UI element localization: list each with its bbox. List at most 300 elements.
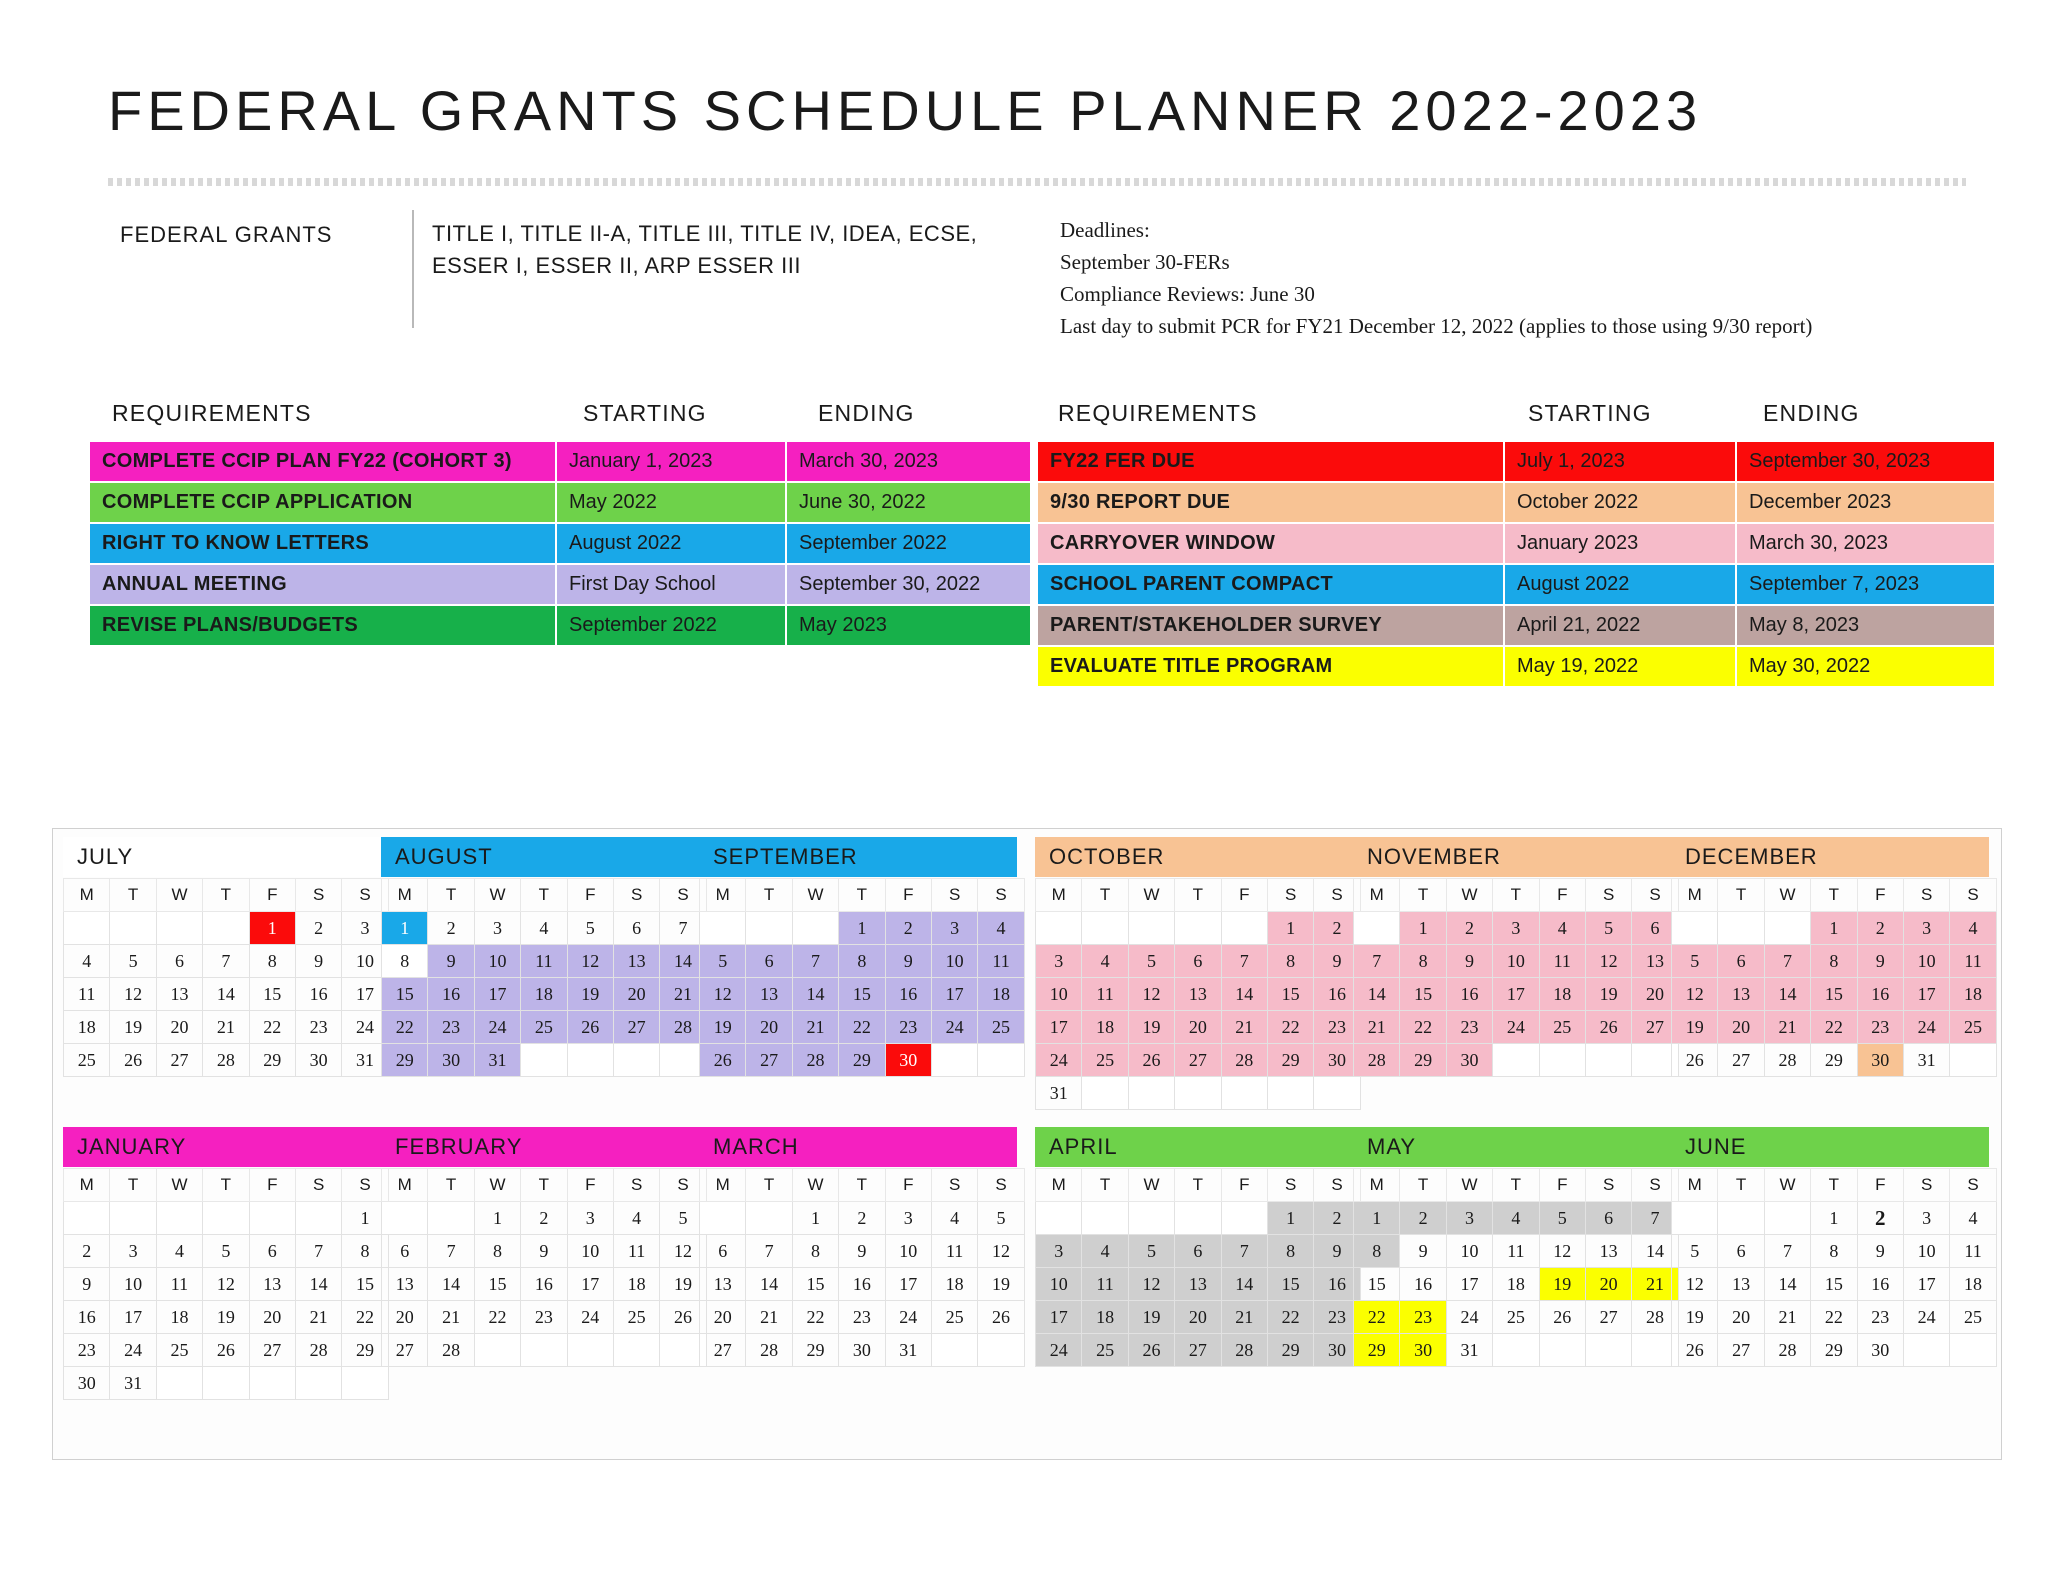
- calendar-day-cell[interactable]: 20: [249, 1301, 295, 1334]
- calendar-day-cell[interactable]: 21: [792, 1011, 838, 1044]
- calendar-day-cell[interactable]: 22: [1811, 1011, 1857, 1044]
- calendar-day-cell[interactable]: 30: [1400, 1334, 1446, 1367]
- calendar-day-cell[interactable]: 8: [249, 945, 295, 978]
- calendar-day-cell[interactable]: 25: [64, 1044, 110, 1077]
- calendar-day-cell[interactable]: 8: [1267, 1235, 1313, 1268]
- calendar-day-cell[interactable]: 28: [1764, 1044, 1810, 1077]
- calendar-day-cell[interactable]: 19: [110, 1011, 156, 1044]
- calendar-day-cell[interactable]: 30: [295, 1044, 341, 1077]
- calendar-day-cell[interactable]: 30: [64, 1367, 110, 1400]
- calendar-day-cell[interactable]: 21: [203, 1011, 249, 1044]
- calendar-day-cell[interactable]: 24: [1446, 1301, 1492, 1334]
- calendar-day-cell[interactable]: 27: [382, 1334, 428, 1367]
- calendar-day-cell[interactable]: 26: [1128, 1334, 1174, 1367]
- calendar-day-cell[interactable]: 7: [660, 912, 706, 945]
- calendar-day-cell[interactable]: 14: [792, 978, 838, 1011]
- calendar-day-cell[interactable]: 20: [1718, 1301, 1764, 1334]
- calendar-day-cell[interactable]: 13: [249, 1268, 295, 1301]
- calendar-day-cell[interactable]: 5: [660, 1202, 706, 1235]
- calendar-day-cell[interactable]: 2: [1857, 1202, 1903, 1235]
- calendar-day-cell[interactable]: 10: [1446, 1235, 1492, 1268]
- calendar-day-cell[interactable]: 1: [839, 912, 885, 945]
- calendar-day-cell[interactable]: 8: [1811, 945, 1857, 978]
- calendar-day-cell[interactable]: 25: [1539, 1011, 1585, 1044]
- calendar-day-cell[interactable]: 18: [1082, 1011, 1128, 1044]
- calendar-day-cell[interactable]: 10: [110, 1268, 156, 1301]
- calendar-day-cell[interactable]: 18: [613, 1268, 659, 1301]
- calendar-day-cell[interactable]: 16: [521, 1268, 567, 1301]
- calendar-day-cell[interactable]: 6: [746, 945, 792, 978]
- calendar-day-cell[interactable]: 13: [156, 978, 202, 1011]
- calendar-day-cell[interactable]: 5: [110, 945, 156, 978]
- calendar-day-cell[interactable]: 4: [1950, 1202, 1996, 1235]
- calendar-day-cell[interactable]: 7: [1221, 945, 1267, 978]
- calendar-day-cell[interactable]: 23: [1857, 1011, 1903, 1044]
- calendar-day-cell[interactable]: 26: [567, 1011, 613, 1044]
- calendar-day-cell[interactable]: 6: [700, 1235, 746, 1268]
- calendar-day-cell[interactable]: 28: [1221, 1044, 1267, 1077]
- calendar-day-cell[interactable]: 20: [746, 1011, 792, 1044]
- calendar-day-cell[interactable]: 21: [1632, 1268, 1678, 1301]
- calendar-day-cell[interactable]: 10: [474, 945, 520, 978]
- calendar-day-cell[interactable]: 13: [1718, 978, 1764, 1011]
- calendar-day-cell[interactable]: 19: [700, 1011, 746, 1044]
- calendar-day-cell[interactable]: 3: [885, 1202, 931, 1235]
- calendar-day-cell[interactable]: 23: [885, 1011, 931, 1044]
- calendar-day-cell[interactable]: 4: [1082, 1235, 1128, 1268]
- calendar-day-cell[interactable]: 5: [700, 945, 746, 978]
- calendar-day-cell[interactable]: 9: [1446, 945, 1492, 978]
- calendar-day-cell[interactable]: 17: [474, 978, 520, 1011]
- calendar-day-cell[interactable]: 3: [1036, 945, 1082, 978]
- calendar-day-cell[interactable]: 11: [1082, 978, 1128, 1011]
- calendar-day-cell[interactable]: 28: [295, 1334, 341, 1367]
- calendar-day-cell[interactable]: 28: [660, 1011, 706, 1044]
- calendar-day-cell[interactable]: 14: [1221, 1268, 1267, 1301]
- calendar-day-cell[interactable]: 11: [1082, 1268, 1128, 1301]
- calendar-day-cell[interactable]: 8: [839, 945, 885, 978]
- calendar-day-cell[interactable]: 22: [1400, 1011, 1446, 1044]
- calendar-day-cell[interactable]: 22: [839, 1011, 885, 1044]
- calendar-day-cell[interactable]: 3: [1446, 1202, 1492, 1235]
- calendar-day-cell[interactable]: 14: [1764, 978, 1810, 1011]
- calendar-day-cell[interactable]: 11: [156, 1268, 202, 1301]
- calendar-day-cell[interactable]: 30: [1857, 1044, 1903, 1077]
- calendar-day-cell[interactable]: 2: [1314, 1202, 1360, 1235]
- calendar-day-cell[interactable]: 14: [1632, 1235, 1678, 1268]
- calendar-day-cell[interactable]: 21: [295, 1301, 341, 1334]
- calendar-day-cell[interactable]: 2: [295, 912, 341, 945]
- calendar-day-cell[interactable]: 31: [474, 1044, 520, 1077]
- calendar-day-cell[interactable]: 23: [1446, 1011, 1492, 1044]
- calendar-day-cell[interactable]: 30: [839, 1334, 885, 1367]
- calendar-day-cell[interactable]: 5: [1539, 1202, 1585, 1235]
- calendar-day-cell[interactable]: 9: [521, 1235, 567, 1268]
- calendar-day-cell[interactable]: 15: [249, 978, 295, 1011]
- calendar-day-cell[interactable]: 27: [156, 1044, 202, 1077]
- calendar-day-cell[interactable]: 30: [885, 1044, 931, 1077]
- calendar-day-cell[interactable]: 29: [792, 1334, 838, 1367]
- calendar-day-cell[interactable]: 8: [1354, 1235, 1400, 1268]
- calendar-day-cell[interactable]: 22: [792, 1301, 838, 1334]
- calendar-day-cell[interactable]: 26: [110, 1044, 156, 1077]
- calendar-day-cell[interactable]: 21: [1221, 1301, 1267, 1334]
- calendar-day-cell[interactable]: 15: [1811, 978, 1857, 1011]
- calendar-day-cell[interactable]: 10: [1036, 1268, 1082, 1301]
- calendar-day-cell[interactable]: 19: [567, 978, 613, 1011]
- calendar-day-cell[interactable]: 13: [1175, 978, 1221, 1011]
- calendar-day-cell[interactable]: 24: [110, 1334, 156, 1367]
- calendar-day-cell[interactable]: 3: [1903, 912, 1949, 945]
- calendar-day-cell[interactable]: 9: [839, 1235, 885, 1268]
- calendar-day-cell[interactable]: 10: [931, 945, 977, 978]
- calendar-day-cell[interactable]: 11: [64, 978, 110, 1011]
- calendar-day-cell[interactable]: 3: [1036, 1235, 1082, 1268]
- calendar-day-cell[interactable]: 9: [1314, 945, 1360, 978]
- calendar-day-cell[interactable]: 23: [839, 1301, 885, 1334]
- calendar-day-cell[interactable]: 5: [567, 912, 613, 945]
- calendar-day-cell[interactable]: 4: [1082, 945, 1128, 978]
- calendar-day-cell[interactable]: 14: [660, 945, 706, 978]
- calendar-day-cell[interactable]: 26: [1672, 1044, 1718, 1077]
- calendar-day-cell[interactable]: 29: [1811, 1044, 1857, 1077]
- calendar-day-cell[interactable]: 15: [1811, 1268, 1857, 1301]
- calendar-day-cell[interactable]: 6: [613, 912, 659, 945]
- calendar-day-cell[interactable]: 13: [1175, 1268, 1221, 1301]
- calendar-day-cell[interactable]: 23: [64, 1334, 110, 1367]
- calendar-day-cell[interactable]: 21: [1354, 1011, 1400, 1044]
- calendar-day-cell[interactable]: 11: [1493, 1235, 1539, 1268]
- calendar-day-cell[interactable]: 17: [1036, 1301, 1082, 1334]
- calendar-day-cell[interactable]: 19: [1128, 1011, 1174, 1044]
- calendar-day-cell[interactable]: 20: [700, 1301, 746, 1334]
- calendar-day-cell[interactable]: 28: [746, 1334, 792, 1367]
- calendar-day-cell[interactable]: 25: [613, 1301, 659, 1334]
- calendar-day-cell[interactable]: 27: [613, 1011, 659, 1044]
- calendar-day-cell[interactable]: 11: [931, 1235, 977, 1268]
- calendar-day-cell[interactable]: 24: [1036, 1044, 1082, 1077]
- calendar-day-cell[interactable]: 17: [1903, 1268, 1949, 1301]
- calendar-day-cell[interactable]: 29: [1267, 1044, 1313, 1077]
- calendar-day-cell[interactable]: 2: [1857, 912, 1903, 945]
- calendar-day-cell[interactable]: 7: [295, 1235, 341, 1268]
- calendar-day-cell[interactable]: 13: [746, 978, 792, 1011]
- calendar-day-cell[interactable]: 17: [885, 1268, 931, 1301]
- calendar-day-cell[interactable]: 22: [1811, 1301, 1857, 1334]
- calendar-day-cell[interactable]: 17: [931, 978, 977, 1011]
- calendar-day-cell[interactable]: 12: [1672, 978, 1718, 1011]
- calendar-day-cell[interactable]: 6: [1175, 945, 1221, 978]
- calendar-day-cell[interactable]: 13: [1585, 1235, 1631, 1268]
- calendar-day-cell[interactable]: 18: [521, 978, 567, 1011]
- calendar-day-cell[interactable]: 18: [931, 1268, 977, 1301]
- calendar-day-cell[interactable]: 9: [885, 945, 931, 978]
- calendar-day-cell[interactable]: 11: [613, 1235, 659, 1268]
- calendar-day-cell[interactable]: 24: [342, 1011, 388, 1044]
- calendar-day-cell[interactable]: 4: [931, 1202, 977, 1235]
- calendar-day-cell[interactable]: 5: [1672, 945, 1718, 978]
- calendar-day-cell[interactable]: 1: [474, 1202, 520, 1235]
- calendar-day-cell[interactable]: 12: [978, 1235, 1024, 1268]
- calendar-day-cell[interactable]: 25: [1493, 1301, 1539, 1334]
- calendar-day-cell[interactable]: 25: [931, 1301, 977, 1334]
- calendar-day-cell[interactable]: 6: [1585, 1202, 1631, 1235]
- calendar-day-cell[interactable]: 7: [1764, 945, 1810, 978]
- calendar-day-cell[interactable]: 1: [1354, 1202, 1400, 1235]
- calendar-day-cell[interactable]: 17: [567, 1268, 613, 1301]
- calendar-day-cell[interactable]: 31: [110, 1367, 156, 1400]
- calendar-day-cell[interactable]: 28: [1764, 1334, 1810, 1367]
- calendar-day-cell[interactable]: 2: [1400, 1202, 1446, 1235]
- calendar-day-cell[interactable]: 19: [203, 1301, 249, 1334]
- calendar-day-cell[interactable]: 1: [249, 912, 295, 945]
- calendar-day-cell[interactable]: 14: [428, 1268, 474, 1301]
- calendar-day-cell[interactable]: 16: [1314, 1268, 1360, 1301]
- calendar-day-cell[interactable]: 13: [613, 945, 659, 978]
- calendar-day-cell[interactable]: 5: [978, 1202, 1024, 1235]
- calendar-day-cell[interactable]: 31: [1036, 1077, 1082, 1110]
- calendar-day-cell[interactable]: 1: [382, 912, 428, 945]
- calendar-day-cell[interactable]: 8: [342, 1235, 388, 1268]
- calendar-day-cell[interactable]: 30: [1314, 1044, 1360, 1077]
- calendar-day-cell[interactable]: 29: [1811, 1334, 1857, 1367]
- calendar-day-cell[interactable]: 24: [1036, 1334, 1082, 1367]
- calendar-day-cell[interactable]: 25: [978, 1011, 1024, 1044]
- calendar-day-cell[interactable]: 3: [567, 1202, 613, 1235]
- calendar-day-cell[interactable]: 18: [1082, 1301, 1128, 1334]
- calendar-day-cell[interactable]: 25: [1950, 1011, 1996, 1044]
- calendar-day-cell[interactable]: 31: [1903, 1044, 1949, 1077]
- calendar-day-cell[interactable]: 1: [1267, 912, 1313, 945]
- calendar-day-cell[interactable]: 19: [1128, 1301, 1174, 1334]
- calendar-day-cell[interactable]: 1: [1811, 1202, 1857, 1235]
- calendar-day-cell[interactable]: 25: [1082, 1044, 1128, 1077]
- calendar-day-cell[interactable]: 17: [1036, 1011, 1082, 1044]
- calendar-day-cell[interactable]: 6: [1718, 1235, 1764, 1268]
- calendar-day-cell[interactable]: 23: [295, 1011, 341, 1044]
- calendar-day-cell[interactable]: 2: [1314, 912, 1360, 945]
- calendar-day-cell[interactable]: 17: [1446, 1268, 1492, 1301]
- calendar-day-cell[interactable]: 23: [1314, 1011, 1360, 1044]
- calendar-day-cell[interactable]: 20: [1585, 1268, 1631, 1301]
- calendar-day-cell[interactable]: 14: [1221, 978, 1267, 1011]
- calendar-day-cell[interactable]: 4: [613, 1202, 659, 1235]
- calendar-day-cell[interactable]: 7: [203, 945, 249, 978]
- calendar-day-cell[interactable]: 10: [1036, 978, 1082, 1011]
- calendar-day-cell[interactable]: 20: [382, 1301, 428, 1334]
- calendar-day-cell[interactable]: 4: [521, 912, 567, 945]
- calendar-day-cell[interactable]: 2: [1446, 912, 1492, 945]
- calendar-day-cell[interactable]: 8: [1267, 945, 1313, 978]
- calendar-day-cell[interactable]: 9: [428, 945, 474, 978]
- calendar-day-cell[interactable]: 17: [1493, 978, 1539, 1011]
- calendar-day-cell[interactable]: 18: [1950, 978, 1996, 1011]
- calendar-day-cell[interactable]: 16: [1400, 1268, 1446, 1301]
- calendar-day-cell[interactable]: 16: [64, 1301, 110, 1334]
- calendar-day-cell[interactable]: 24: [1903, 1011, 1949, 1044]
- calendar-day-cell[interactable]: 26: [660, 1301, 706, 1334]
- calendar-day-cell[interactable]: 12: [203, 1268, 249, 1301]
- calendar-day-cell[interactable]: 22: [382, 1011, 428, 1044]
- calendar-day-cell[interactable]: 16: [885, 978, 931, 1011]
- calendar-day-cell[interactable]: 26: [1539, 1301, 1585, 1334]
- calendar-day-cell[interactable]: 27: [1175, 1334, 1221, 1367]
- calendar-day-cell[interactable]: 20: [1632, 978, 1678, 1011]
- calendar-day-cell[interactable]: 26: [203, 1334, 249, 1367]
- calendar-day-cell[interactable]: 12: [660, 1235, 706, 1268]
- calendar-day-cell[interactable]: 21: [1764, 1301, 1810, 1334]
- calendar-day-cell[interactable]: 4: [64, 945, 110, 978]
- calendar-day-cell[interactable]: 3: [931, 912, 977, 945]
- calendar-day-cell[interactable]: 29: [1267, 1334, 1313, 1367]
- calendar-day-cell[interactable]: 11: [1950, 945, 1996, 978]
- calendar-day-cell[interactable]: 23: [1314, 1301, 1360, 1334]
- calendar-day-cell[interactable]: 21: [746, 1301, 792, 1334]
- calendar-day-cell[interactable]: 10: [885, 1235, 931, 1268]
- calendar-day-cell[interactable]: 15: [382, 978, 428, 1011]
- calendar-day-cell[interactable]: 14: [746, 1268, 792, 1301]
- calendar-day-cell[interactable]: 7: [792, 945, 838, 978]
- calendar-day-cell[interactable]: 7: [1632, 1202, 1678, 1235]
- calendar-day-cell[interactable]: 1: [1400, 912, 1446, 945]
- calendar-day-cell[interactable]: 4: [156, 1235, 202, 1268]
- calendar-day-cell[interactable]: 27: [746, 1044, 792, 1077]
- calendar-day-cell[interactable]: 14: [1764, 1268, 1810, 1301]
- calendar-day-cell[interactable]: 16: [1857, 1268, 1903, 1301]
- calendar-day-cell[interactable]: 12: [110, 978, 156, 1011]
- calendar-day-cell[interactable]: 11: [1539, 945, 1585, 978]
- calendar-day-cell[interactable]: 12: [567, 945, 613, 978]
- calendar-day-cell[interactable]: 2: [885, 912, 931, 945]
- calendar-day-cell[interactable]: 29: [1400, 1044, 1446, 1077]
- calendar-day-cell[interactable]: 23: [1400, 1301, 1446, 1334]
- calendar-day-cell[interactable]: 18: [156, 1301, 202, 1334]
- calendar-day-cell[interactable]: 23: [428, 1011, 474, 1044]
- calendar-day-cell[interactable]: 28: [792, 1044, 838, 1077]
- calendar-day-cell[interactable]: 27: [1632, 1011, 1678, 1044]
- calendar-day-cell[interactable]: 2: [839, 1202, 885, 1235]
- calendar-day-cell[interactable]: 28: [428, 1334, 474, 1367]
- calendar-day-cell[interactable]: 4: [1950, 912, 1996, 945]
- calendar-day-cell[interactable]: 10: [567, 1235, 613, 1268]
- calendar-day-cell[interactable]: 25: [521, 1011, 567, 1044]
- calendar-day-cell[interactable]: 24: [1493, 1011, 1539, 1044]
- calendar-day-cell[interactable]: 22: [249, 1011, 295, 1044]
- calendar-day-cell[interactable]: 10: [1493, 945, 1539, 978]
- calendar-day-cell[interactable]: 2: [521, 1202, 567, 1235]
- calendar-day-cell[interactable]: 22: [1267, 1301, 1313, 1334]
- calendar-day-cell[interactable]: 25: [156, 1334, 202, 1367]
- calendar-day-cell[interactable]: 27: [249, 1334, 295, 1367]
- calendar-day-cell[interactable]: 15: [1354, 1268, 1400, 1301]
- calendar-day-cell[interactable]: 3: [1493, 912, 1539, 945]
- calendar-day-cell[interactable]: 17: [342, 978, 388, 1011]
- calendar-day-cell[interactable]: 27: [1585, 1301, 1631, 1334]
- calendar-day-cell[interactable]: 3: [342, 912, 388, 945]
- calendar-day-cell[interactable]: 16: [1314, 978, 1360, 1011]
- calendar-day-cell[interactable]: 14: [295, 1268, 341, 1301]
- calendar-day-cell[interactable]: 1: [342, 1202, 388, 1235]
- calendar-day-cell[interactable]: 18: [1950, 1268, 1996, 1301]
- calendar-day-cell[interactable]: 10: [1903, 945, 1949, 978]
- calendar-day-cell[interactable]: 15: [474, 1268, 520, 1301]
- calendar-day-cell[interactable]: 16: [428, 978, 474, 1011]
- calendar-day-cell[interactable]: 1: [792, 1202, 838, 1235]
- calendar-day-cell[interactable]: 20: [1175, 1301, 1221, 1334]
- calendar-day-cell[interactable]: 12: [1539, 1235, 1585, 1268]
- calendar-day-cell[interactable]: 11: [1950, 1235, 1996, 1268]
- calendar-day-cell[interactable]: 15: [1267, 1268, 1313, 1301]
- calendar-day-cell[interactable]: 22: [1354, 1301, 1400, 1334]
- calendar-day-cell[interactable]: 29: [1354, 1334, 1400, 1367]
- calendar-day-cell[interactable]: 31: [1446, 1334, 1492, 1367]
- calendar-day-cell[interactable]: 8: [792, 1235, 838, 1268]
- calendar-day-cell[interactable]: 7: [1764, 1235, 1810, 1268]
- calendar-day-cell[interactable]: 9: [1400, 1235, 1446, 1268]
- calendar-day-cell[interactable]: 30: [1314, 1334, 1360, 1367]
- calendar-day-cell[interactable]: 28: [1632, 1301, 1678, 1334]
- calendar-day-cell[interactable]: 4: [978, 912, 1024, 945]
- calendar-day-cell[interactable]: 14: [203, 978, 249, 1011]
- calendar-day-cell[interactable]: 13: [700, 1268, 746, 1301]
- calendar-day-cell[interactable]: 30: [1857, 1334, 1903, 1367]
- calendar-day-cell[interactable]: 30: [1446, 1044, 1492, 1077]
- calendar-day-cell[interactable]: 28: [203, 1044, 249, 1077]
- calendar-day-cell[interactable]: 16: [839, 1268, 885, 1301]
- calendar-day-cell[interactable]: 6: [1175, 1235, 1221, 1268]
- calendar-day-cell[interactable]: 19: [1585, 978, 1631, 1011]
- calendar-day-cell[interactable]: 25: [1950, 1301, 1996, 1334]
- calendar-day-cell[interactable]: 22: [474, 1301, 520, 1334]
- calendar-day-cell[interactable]: 24: [931, 1011, 977, 1044]
- calendar-day-cell[interactable]: 9: [1314, 1235, 1360, 1268]
- calendar-day-cell[interactable]: 2: [64, 1235, 110, 1268]
- calendar-day-cell[interactable]: 10: [342, 945, 388, 978]
- calendar-day-cell[interactable]: 30: [428, 1044, 474, 1077]
- calendar-day-cell[interactable]: 15: [839, 978, 885, 1011]
- calendar-day-cell[interactable]: 23: [1857, 1301, 1903, 1334]
- calendar-day-cell[interactable]: 3: [1903, 1202, 1949, 1235]
- calendar-day-cell[interactable]: 7: [1354, 945, 1400, 978]
- calendar-day-cell[interactable]: 18: [1493, 1268, 1539, 1301]
- calendar-day-cell[interactable]: 18: [64, 1011, 110, 1044]
- calendar-day-cell[interactable]: 24: [474, 1011, 520, 1044]
- calendar-day-cell[interactable]: 24: [885, 1301, 931, 1334]
- calendar-day-cell[interactable]: 1: [1267, 1202, 1313, 1235]
- calendar-day-cell[interactable]: 6: [249, 1235, 295, 1268]
- calendar-day-cell[interactable]: 5: [1585, 912, 1631, 945]
- calendar-day-cell[interactable]: 5: [1128, 1235, 1174, 1268]
- calendar-day-cell[interactable]: 8: [382, 945, 428, 978]
- calendar-day-cell[interactable]: 20: [1718, 1011, 1764, 1044]
- calendar-day-cell[interactable]: 5: [203, 1235, 249, 1268]
- calendar-day-cell[interactable]: 13: [382, 1268, 428, 1301]
- calendar-day-cell[interactable]: 21: [660, 978, 706, 1011]
- calendar-day-cell[interactable]: 28: [1354, 1044, 1400, 1077]
- calendar-day-cell[interactable]: 12: [1672, 1268, 1718, 1301]
- calendar-day-cell[interactable]: 5: [1128, 945, 1174, 978]
- calendar-day-cell[interactable]: 28: [1221, 1334, 1267, 1367]
- calendar-day-cell[interactable]: 26: [1585, 1011, 1631, 1044]
- calendar-day-cell[interactable]: 22: [1267, 1011, 1313, 1044]
- calendar-day-cell[interactable]: 3: [110, 1235, 156, 1268]
- calendar-day-cell[interactable]: 16: [1446, 978, 1492, 1011]
- calendar-day-cell[interactable]: 10: [1903, 1235, 1949, 1268]
- calendar-day-cell[interactable]: 12: [1585, 945, 1631, 978]
- calendar-day-cell[interactable]: 31: [342, 1044, 388, 1077]
- calendar-day-cell[interactable]: 22: [342, 1301, 388, 1334]
- calendar-day-cell[interactable]: 16: [1857, 978, 1903, 1011]
